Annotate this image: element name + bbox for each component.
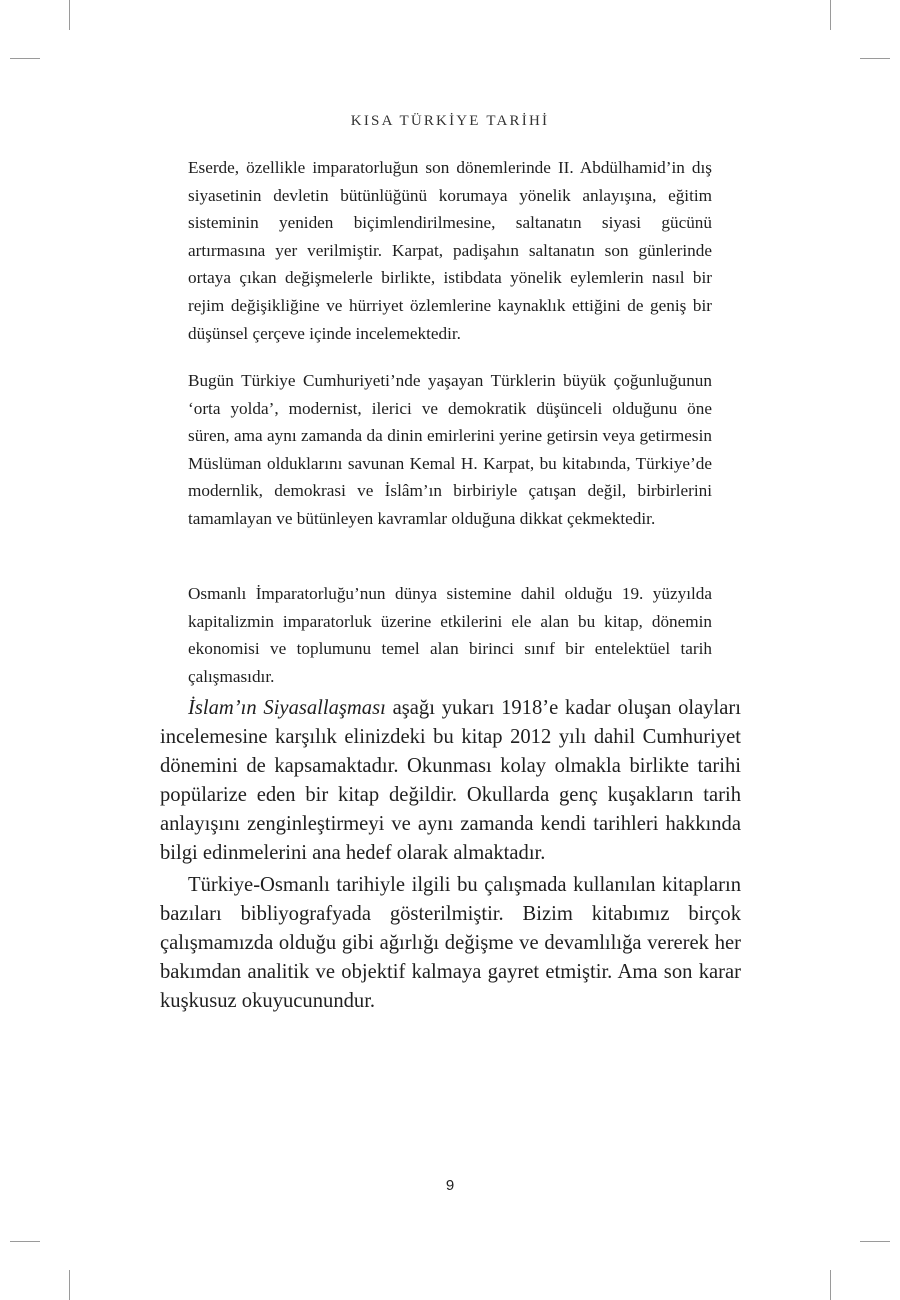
body-paragraph-1-text: aşağı yukarı 1918’e kadar oluşan olayları incelemesine karşılık elinizdeki bu kitap 2012 yılı dahil Cumhuriyet dönemini de kapsamaktadır. Okunması kolay olmakla birlikte tarihi popülarize eden bir kitap değildir. Okullarda genç kuşakların tarih anlayışını zenginleştirmeyi ve aynı zamanda kendi tarihleri hakkında bilgi edinmelerini ana hedef olarak almaktadır. (160, 697, 741, 864)
crop-mark-top-left (69, 0, 70, 30)
crop-mark-top-right-h (860, 58, 890, 59)
body-paragraph-2: Türkiye-Osmanlı tarihiyle ilgili bu çalışmada kullanılan kitapların bazıları bibliyografyada gösterilmiştir. Bizim kitabımız birçok çalışmamızda olduğu gibi ağırlığı değişme ve devamlılığa vererek her bakımdan analitik ve objektif kalmaya gayret etmiştir. Ama son karar kuşkusuz okuyucunundur. (160, 874, 741, 1012)
running-head: KISA TÜRKİYE TARİHİ (350, 113, 550, 129)
book-title-italic: İslam’ın Siyasallaşması (188, 697, 386, 719)
crop-mark-bottom-left-h (10, 1241, 40, 1242)
quote-paragraph-1: Eserde, özellikle imparatorluğun son dönemlerinde II. Abdülhamid’in dış siyasetinin devletin bütünlüğünü korumaya yönelik anlayışına, eğitim sisteminin yeniden biçimlendirilmesine, saltanatın siyasi gücünü artırmasına yer verilmiştir. Karpat, padişahın saltanatın son günlerinde ortaya çıkan değişmelerle birlikte, istibdata yönelik eylemlerin nasıl bir rejim değişikliğine ve hürriyet özlemlerine kaynaklık ettiğini de geniş bir düşünsel çerçeve içinde incelemektedir. (188, 158, 712, 343)
quote-paragraph-2: Bugün Türkiye Cumhuriyeti’nde yaşayan Türklerin büyük çoğunluğunun ‘orta yolda’, modernist, ilerici ve demokratik düşünceli olduğunu öne süren, ama aynı zamanda da dinin emirlerini yerine getirsin veya getirmesin Müslüman olduklarını savunan Kemal H. Karpat, bu kitabında, Türkiye’de modernlik, demokrasi ve İslâm’ın birbiriyle çatışan değil, birbirlerini tamamlayan ve bütünleyen kavramlar olduğuna dikkat çekmektedir. (188, 371, 712, 528)
crop-mark-bottom-right-h (860, 1241, 890, 1242)
crop-mark-bottom-left (69, 1270, 70, 1300)
crop-mark-top-right (830, 0, 831, 30)
quote-paragraph-3: Osmanlı İmparatorluğu’nun dünya sistemine dahil olduğu 19. yüzyılda kapitalizmin imparatorluk üzerine etkilerini ele alan bu kitap, dönemin ekonomisi ve toplumunu temel alan birinci sınıf bir entelektüel tarih çalışmasıdır. (188, 584, 712, 686)
body-paragraph-1 (160, 694, 741, 868)
crop-mark-top-left-h (10, 58, 40, 59)
crop-mark-bottom-right (830, 1270, 831, 1300)
page-number: 9 (445, 1177, 455, 1194)
